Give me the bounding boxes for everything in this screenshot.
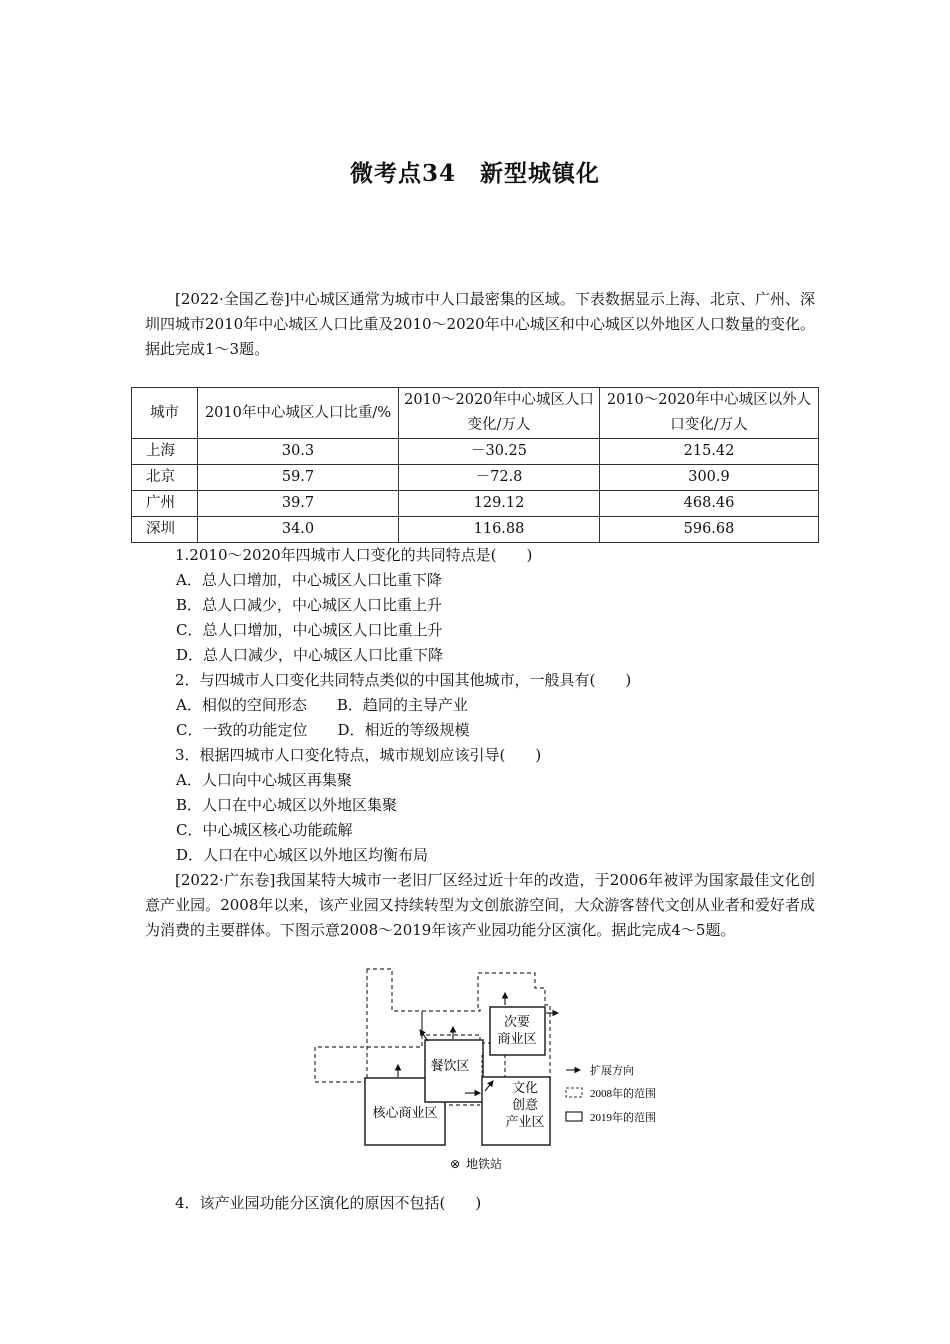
header-center-change: 2010～2020年中心城区人口变化/万人 — [399, 388, 600, 439]
metro-station-icon: ⊗ — [450, 1157, 461, 1171]
q3-stem: 3．根据四城市人口变化特点，城市规划应该引导( ) — [175, 746, 542, 764]
table-row — [132, 491, 819, 517]
cell-outer: 215.42 — [600, 439, 819, 465]
q3-option-d: D．人口在中心城区以外地区均衡布局 — [176, 846, 429, 864]
table-row — [132, 465, 819, 491]
q1-option-b: B．总人口减少，中心城区人口比重上升 — [176, 596, 443, 614]
legend — [566, 1063, 656, 1124]
q3-option-a: A．人口向中心城区再集聚 — [176, 771, 352, 789]
label-culture-zone-3: 产业区 — [505, 1114, 545, 1129]
cell-outer: 596.68 — [600, 517, 819, 543]
header-city: 城市 — [132, 388, 198, 439]
cell-outer: 468.46 — [600, 491, 819, 517]
legend-expand-label: 扩展方向 — [590, 1065, 634, 1077]
cell-share: 30.3 — [198, 439, 399, 465]
legend-2008-label: 2008年的范围 — [590, 1088, 656, 1100]
page-title: 微考点34 新型城镇化 — [349, 160, 600, 187]
table-row — [132, 439, 819, 465]
q3-option-c: C．中心城区核心功能疏解 — [176, 821, 353, 839]
legend-2019-label: 2019年的范围 — [590, 1112, 656, 1124]
population-table — [131, 387, 819, 543]
legend-solid-box-icon — [566, 1112, 582, 1121]
cell-center: 129.12 — [399, 491, 600, 517]
metro-station-label: 地铁站 — [466, 1157, 503, 1171]
label-dining-zone: 餐饮区 — [430, 1058, 470, 1073]
cell-city: 广州 — [132, 491, 198, 517]
table-header-row — [132, 388, 819, 439]
zone-evolution-diagram — [310, 965, 690, 1175]
cell-city: 深圳 — [132, 517, 198, 543]
cell-city: 上海 — [132, 439, 198, 465]
q3-option-b: B．人口在中心城区以外地区集聚 — [176, 796, 398, 814]
cell-center: －72.8 — [399, 465, 600, 491]
table-row — [132, 517, 819, 543]
cell-outer: 300.9 — [600, 465, 819, 491]
label-core-zone: 核心商业区 — [372, 1105, 438, 1120]
intro-paragraph-1: [2022·全国乙卷]中心城区通常为城市中人口最密集的区域。下表数据显示上海、北京、广州、深圳四城市2010年中心城区人口比重及2010～2020年中心城区和中心城区以外地区人口数量的变化。据此完成1～3题。 — [145, 290, 815, 358]
q2-options-ab: A．相似的空间形态 B．趋同的主导产业 — [176, 696, 468, 714]
label-culture-zone-1: 文化 — [511, 1080, 539, 1095]
cell-share: 59.7 — [198, 465, 399, 491]
q1-option-a: A．总人口增加，中心城区人口比重下降 — [176, 571, 442, 589]
intro-paragraph-2: [2022·广东卷]我国某特大城市一老旧厂区经过近十年的改造，于2006年被评为国家最佳文化创意产业园。2008年以来，该产业园又持续转型为文创旅游空间，大众游客替代文创从业者和爱好者成为消费的主要群体。下图示意2008～2019年该产业园功能分区演化。据此完成4～5题。 — [145, 871, 815, 939]
q2-options-cd: C．一致的功能定位 D．相近的等级规模 — [176, 721, 470, 739]
cell-city: 北京 — [132, 465, 198, 491]
cell-share: 39.7 — [198, 491, 399, 517]
label-secondary-zone-1: 次要 — [503, 1014, 531, 1029]
label-culture-zone-2: 创意 — [511, 1097, 539, 1112]
header-share: 2010年中心城区人口比重/% — [198, 388, 399, 439]
q1-option-d: D．总人口减少，中心城区人口比重下降 — [176, 646, 444, 664]
legend-dashed-box-icon — [566, 1088, 582, 1097]
header-outer-change: 2010～2020年中心城区以外人口变化/万人 — [600, 388, 819, 439]
cell-share: 34.0 — [198, 517, 399, 543]
label-secondary-zone-2: 商业区 — [497, 1031, 537, 1046]
q4-stem: 4．该产业园功能分区演化的原因不包括( ) — [175, 1194, 482, 1212]
cell-center: 116.88 — [399, 517, 600, 543]
q1-option-c: C．总人口增加，中心城区人口比重上升 — [176, 621, 443, 639]
q1-stem: 1.2010～2020年四城市人口变化的共同特点是( ) — [175, 546, 533, 564]
cell-center: －30.25 — [399, 439, 600, 465]
q2-stem: 2．与四城市人口变化共同特点类似的中国其他城市，一般具有( ) — [175, 671, 632, 689]
